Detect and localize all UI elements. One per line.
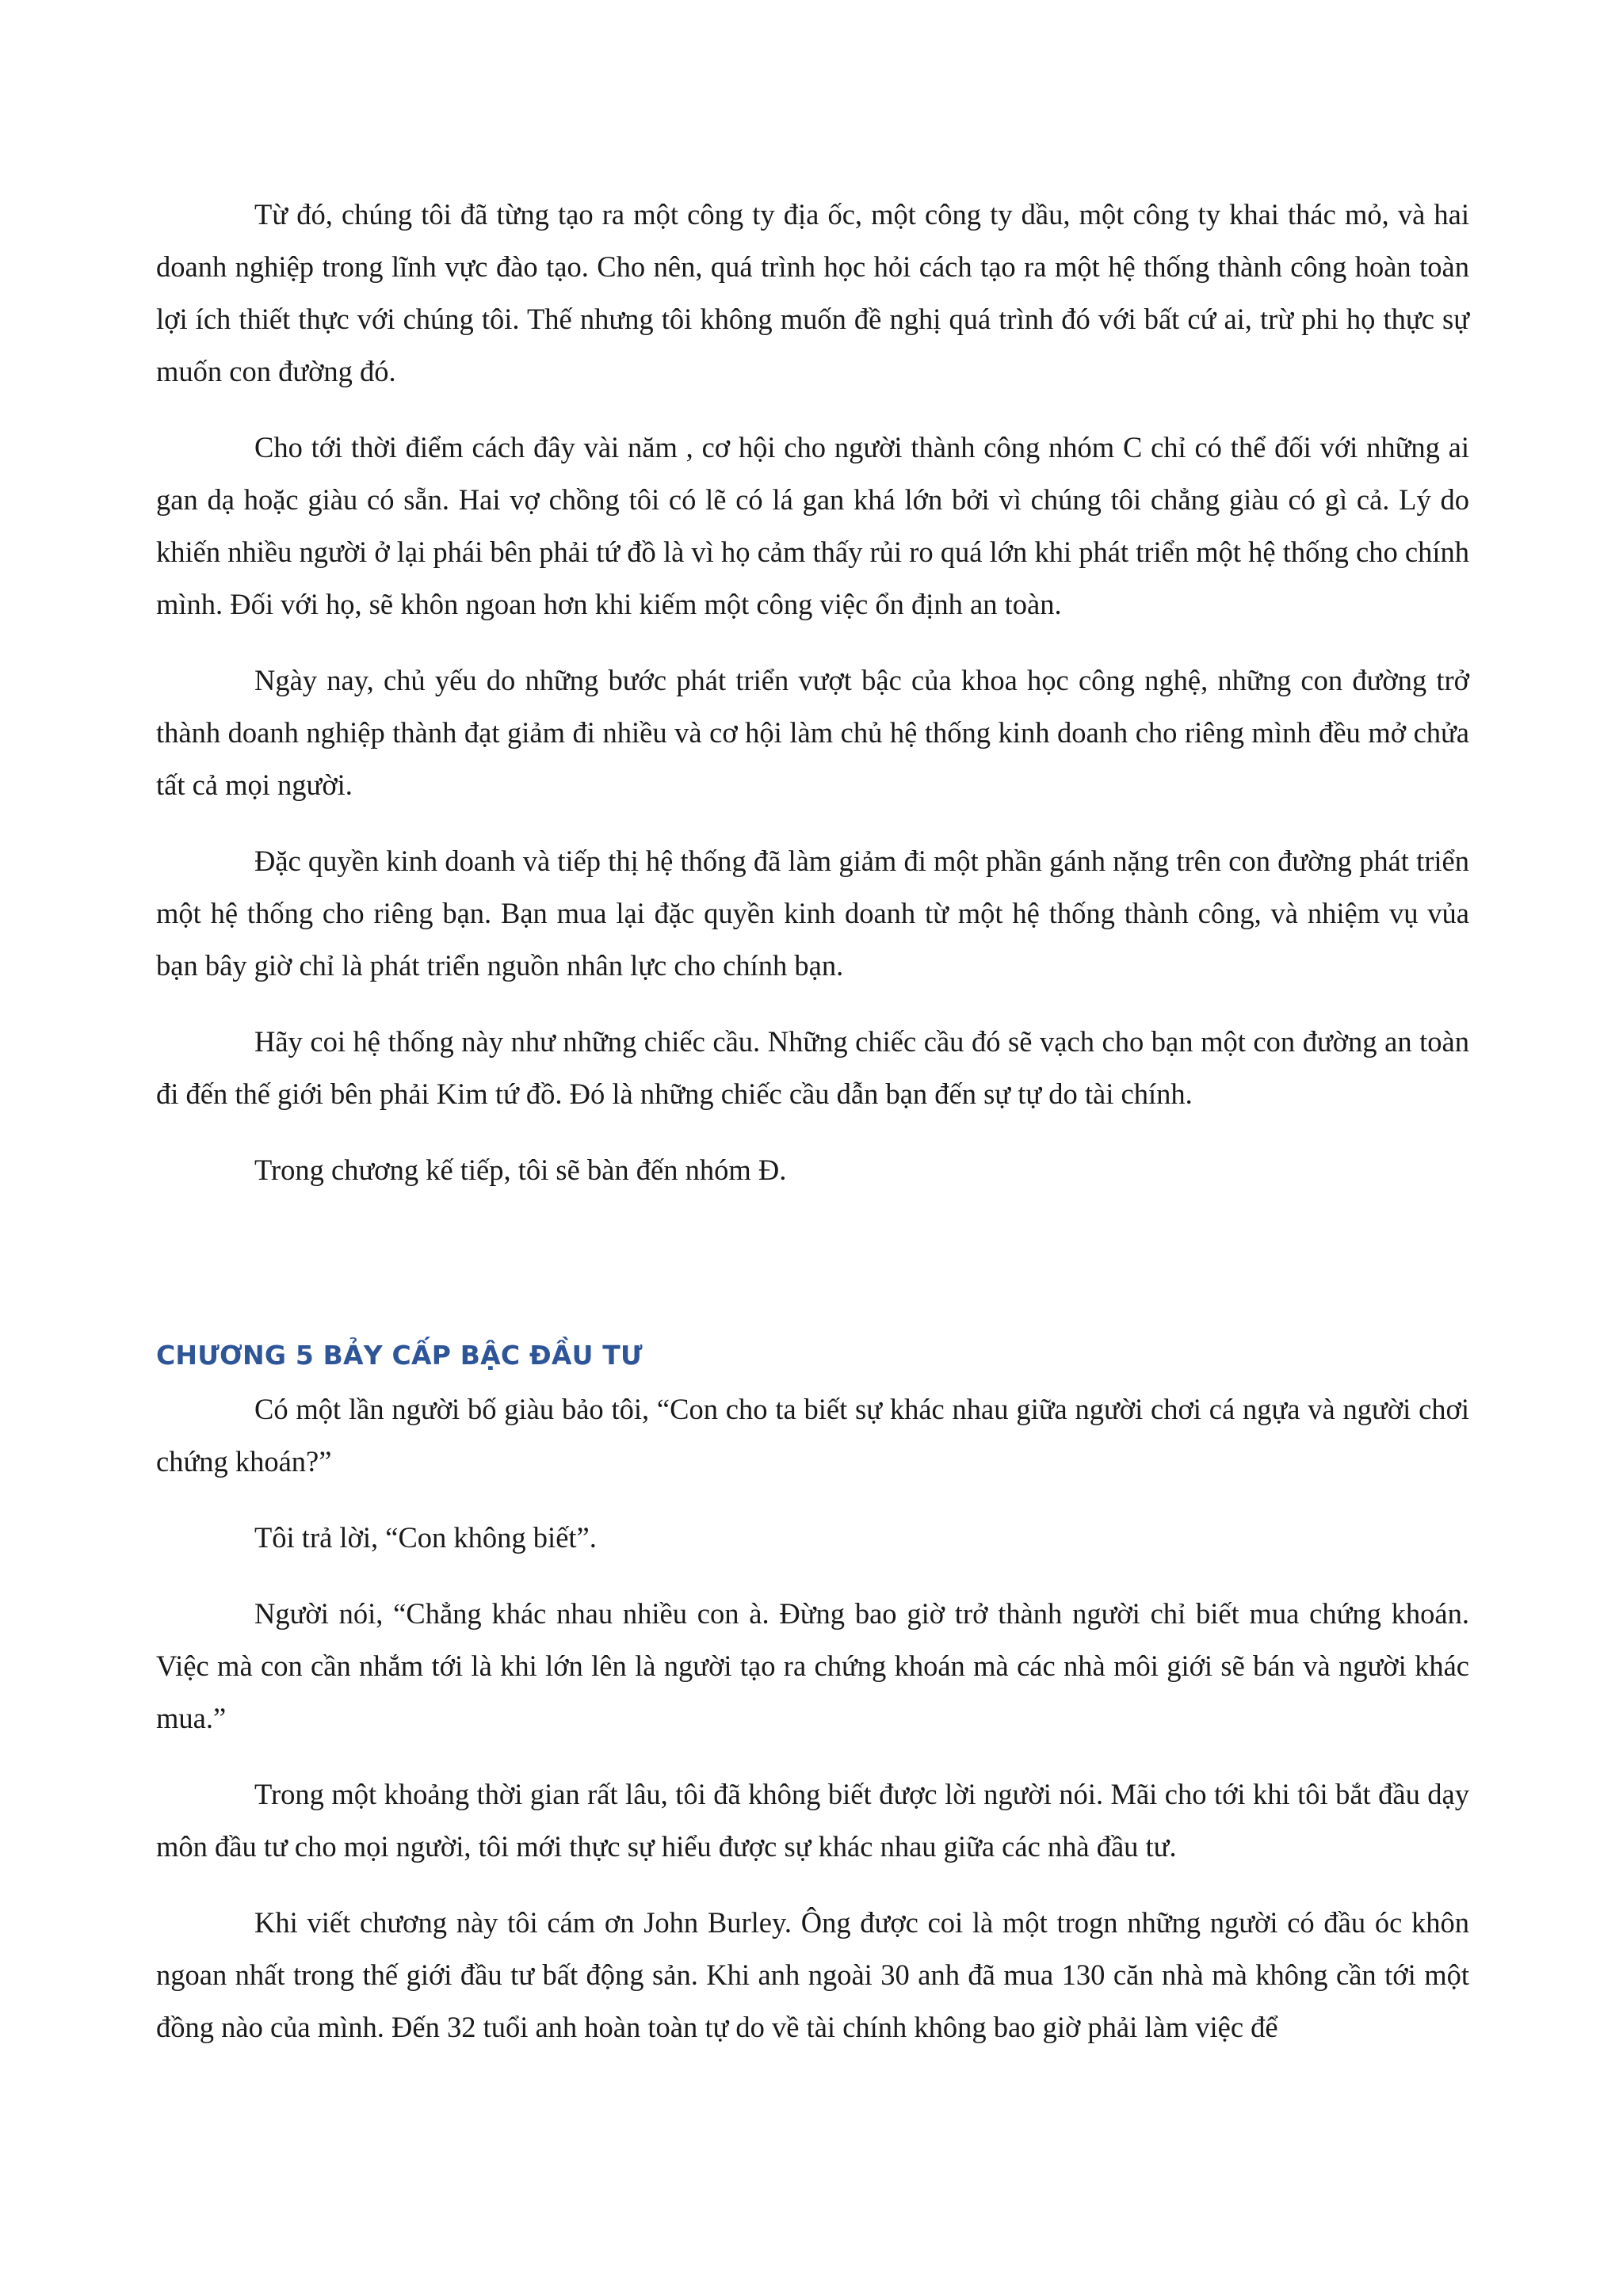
body-paragraph: Đặc quyền kinh doanh và tiếp thị hệ thống đã làm giảm đi một phần gánh nặng trên con đường phát triển một hệ thống cho riêng bạn. Bạn mua lại đặc quyền kinh doanh từ một hệ thống thành công, và nhiệm vụ vủa bạn bây giờ chỉ là phát triển nguồn nhân lực cho chính bạn. bbox=[156, 845, 1469, 982]
body-paragraph: Trong một khoảng thời gian rất lâu, tôi đã không biết được lời người nói. Mãi cho tới khi tôi bắt đầu dạy môn đầu tư cho mọi người, tôi mới thực sự hiểu được sự khác nhau giữa các nhà đầu tư. bbox=[156, 1778, 1469, 1863]
body-paragraph: Người nói, “Chẳng khác nhau nhiều con à. Đừng bao giờ trở thành người chỉ biết mua chứng khoán. Việc mà con cần nhắm tới là khi lớn lên là người tạo ra chứng khoán mà các nhà môi giới sẽ bán và người khác mua.” bbox=[156, 1597, 1469, 1734]
body-paragraph: Khi viết chương này tôi cám ơn John Burley. Ông được coi là một trogn những người có đầu óc khôn ngoan nhất trong thế giới đầu tư bất động sản. Khi anh ngoài 30 anh đã mua 130 căn nhà mà không cần tới một đồng nào của mình. Đến 32 tuổi anh hoàn toàn tự do về tài chính không bao giờ phải làm việc để bbox=[156, 1906, 1469, 2043]
body-paragraph: Cho tới thời điểm cách đây vài năm , cơ hội cho người thành công nhóm C chỉ có thể đối với những ai gan dạ hoặc giàu có sẵn. Hai vợ chồng tôi có lẽ có lá gan khá lớn bởi vì chúng tôi chẳng giàu có gì cả. Lý do khiến nhiều người ở lại phái bên phải tứ đồ là vì họ cảm thấy rủi ro quá lớn khi phát triển một hệ thống cho chính mình. Đối với họ, sẽ khôn ngoan hơn khi kiếm một công việc ổn định an toàn. bbox=[156, 431, 1469, 620]
chapter-heading: CHƯƠNG 5 BẢY CẤP BẬC ĐẦU TƯ bbox=[156, 1340, 643, 1371]
body-paragraph: Ngày nay, chủ yếu do những bước phát triển vượt bậc của khoa học công nghệ, những con đường trở thành doanh nghiệp thành đạt giảm đi nhiều và cơ hội làm chủ hệ thống kinh doanh cho riêng mình đều mở chửa tất cả mọi người. bbox=[156, 664, 1469, 801]
body-paragraph: Tôi trả lời, “Con không biết”. bbox=[254, 1521, 597, 1554]
body-paragraph: Trong chương kế tiếp, tôi sẽ bàn đến nhóm Đ. bbox=[254, 1154, 787, 1186]
body-paragraph: Hãy coi hệ thống này như những chiếc cầu. Những chiếc cầu đó sẽ vạch cho bạn một con đường an toàn đi đến thế giới bên phải Kim tứ đồ. Đó là những chiếc cầu dẫn bạn đến sự tự do tài chính. bbox=[156, 1025, 1469, 1110]
body-paragraph: Từ đó, chúng tôi đã từng tạo ra một công ty địa ốc, một công ty dầu, một công ty khai thác mỏ, và hai doanh nghiệp trong lĩnh vực đào tạo. Cho nên, quá trình học hỏi cách tạo ra một hệ thống thành công hoàn toàn lợi ích thiết thực với chúng tôi. Thế nhưng tôi không muốn đề nghị quá trình đó với bất cứ ai, trừ phi họ thực sự muốn con đường đó. bbox=[156, 198, 1469, 387]
body-paragraph: Có một lần người bố giàu bảo tôi, “Con cho ta biết sự khác nhau giữa người chơi cá ngựa và người chơi chứng khoán?” bbox=[156, 1393, 1469, 1478]
document-body bbox=[156, 189, 1469, 2077]
